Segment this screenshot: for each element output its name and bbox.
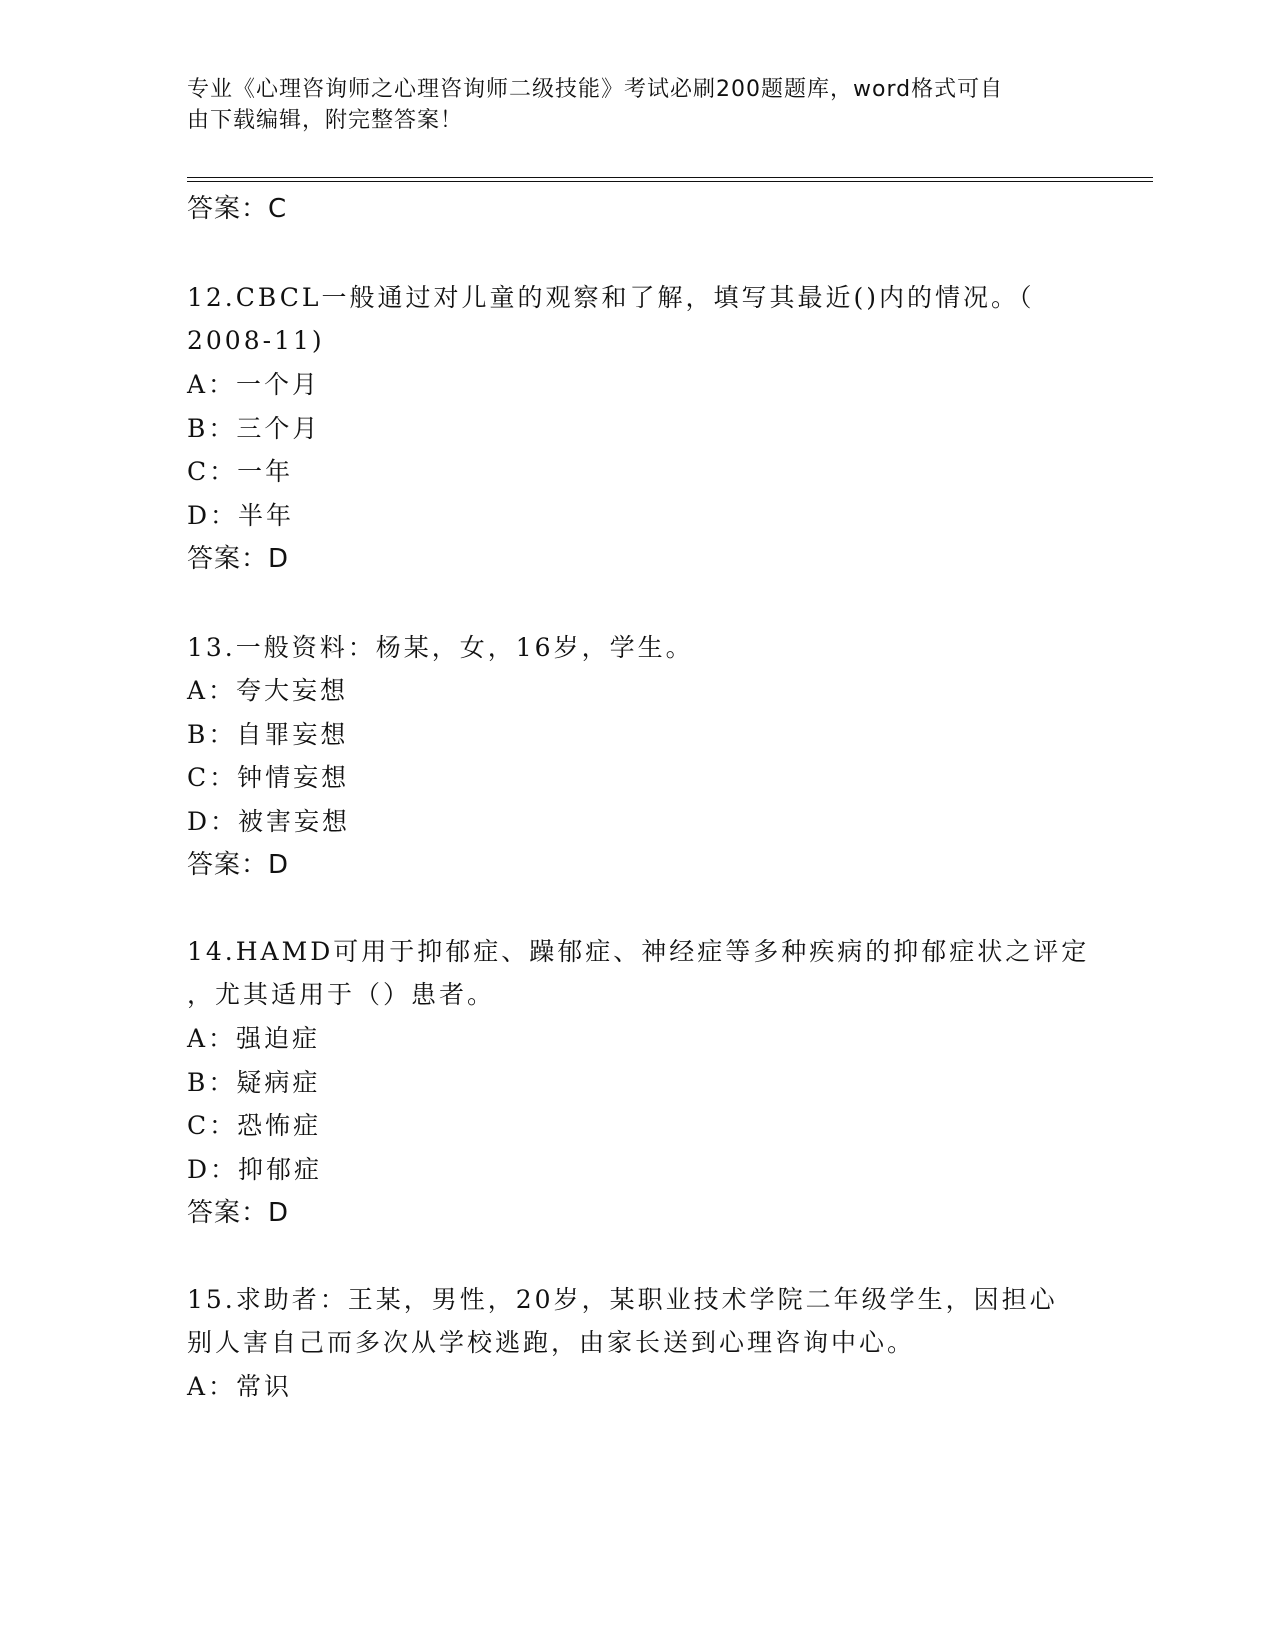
question-13-option-c: C：钟情妄想 <box>187 763 350 792</box>
question-13-option-b: B：自罪妄想 <box>187 720 349 749</box>
header-divider-top <box>187 177 1153 178</box>
question-15-stem-cont: 别人害自己而多次从学校逃跑，由家长送到心理咨询中心。 <box>187 1328 916 1357</box>
question-14-answer: 答案：D <box>187 1198 290 1228</box>
question-12-option-a: A：一个月 <box>187 370 321 399</box>
question-15-option-a: A：常识 <box>187 1372 293 1401</box>
question-12-answer: 答案：D <box>187 544 290 574</box>
previous-answer: 答案：C <box>187 194 288 224</box>
question-13-answer: 答案：D <box>187 850 290 880</box>
document-header <box>187 74 1067 136</box>
question-13-stem: 13.一般资料：杨某，女，16岁，学生。 <box>187 633 694 662</box>
question-13-option-d: D：被害妄想 <box>187 807 351 836</box>
question-14-option-b: B：疑病症 <box>187 1068 321 1097</box>
header-divider-bottom <box>187 181 1153 182</box>
question-13-option-a: A：夸大妄想 <box>187 676 349 705</box>
header-line-1: 专业《心理咨询师之心理咨询师二级技能》考试必刷200题题库，word格式可自 <box>187 77 1004 102</box>
question-12-option-c: C：一年 <box>187 457 294 486</box>
question-14-option-a: A：强迫症 <box>187 1024 321 1053</box>
question-15-stem: 15.求助者：王某，男性，20岁，某职业技术学院二年级学生，因担心 <box>187 1285 1058 1314</box>
question-14-option-d: D：抑郁症 <box>187 1155 323 1184</box>
header-line-2: 由下载编辑，附完整答案！ <box>187 108 464 133</box>
question-12-stem: 12.CBCL一般通过对儿童的观察和了解，填写其最近()内的情况。（ <box>187 283 1035 312</box>
question-12-stem-cont: 2008-11) <box>187 326 325 355</box>
question-14-stem-cont: ，尤其适用于（）患者。 <box>187 980 496 1009</box>
question-14-option-c: C：恐怖症 <box>187 1111 322 1140</box>
question-12-option-b: B：三个月 <box>187 414 321 443</box>
question-14-stem: 14.HAMD可用于抑郁症、躁郁症、神经症等多种疾病的抑郁症状之评定 <box>187 937 1090 966</box>
question-12-option-d: D：半年 <box>187 501 295 530</box>
